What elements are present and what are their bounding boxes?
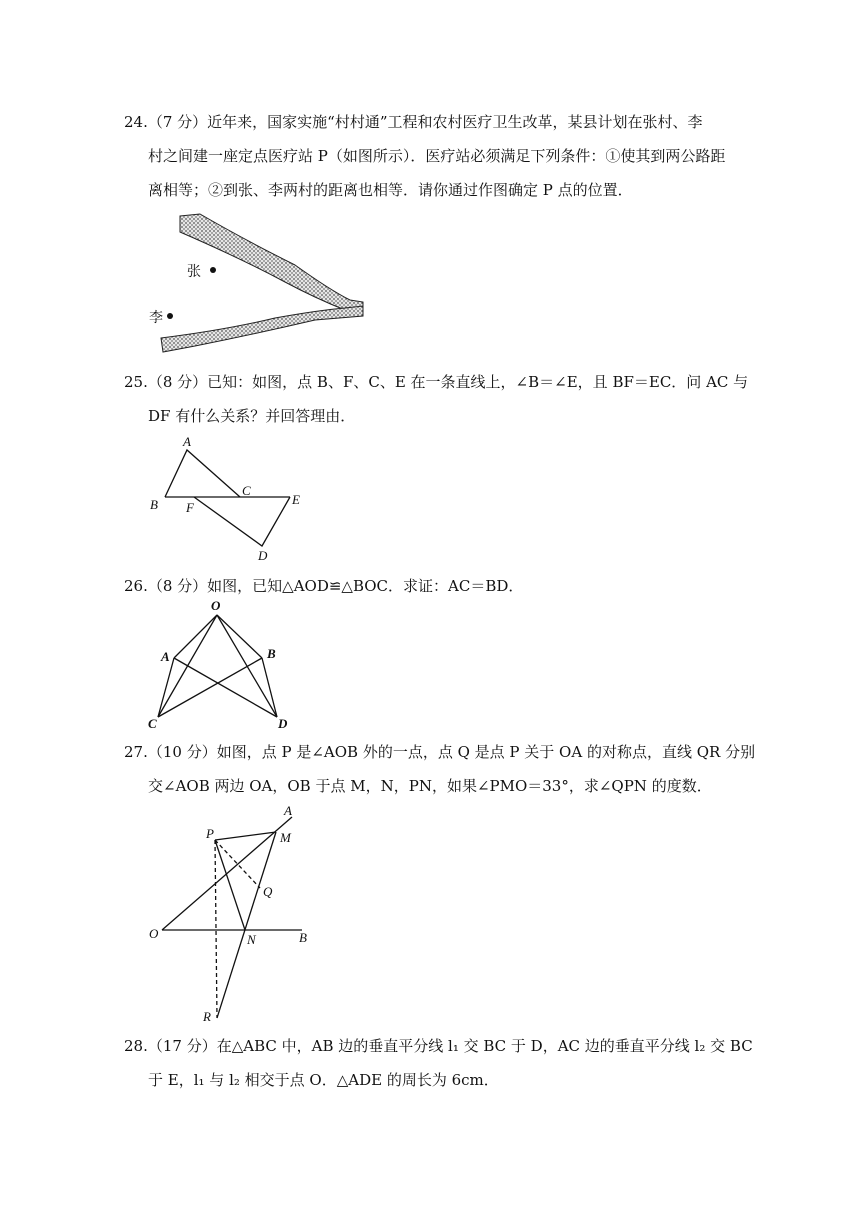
q24-text-line3: 离相等；②到张、李两村的距离也相等．请你通过作图确定 P 点的位置． xyxy=(148,181,633,199)
q25-label-E: E xyxy=(292,492,300,507)
q27-label-O: O xyxy=(149,926,159,941)
q25-label-C: C xyxy=(242,483,251,498)
li-village-label: 李 xyxy=(149,310,163,326)
q27-label-N: N xyxy=(247,932,256,947)
q25-text-line2: DF 有什么关系？并回答理由． xyxy=(148,407,356,425)
q27-label-A: A xyxy=(284,803,292,818)
q24-text-line2: 村之间建一座定点医疗站 P（如图所示）．医疗站必须满足下列条件：①使其到两公路距 xyxy=(148,147,726,165)
q27-label-P: P xyxy=(206,826,214,841)
q24-text-line1: 24.（7 分）近年来，国家实施“村村通”工程和农村医疗卫生改革，某县计划在张村、李 xyxy=(124,113,703,131)
q26-label-B: B xyxy=(267,646,276,661)
q27-text-line1: 27.（10 分）如图，点 P 是∠AOB 外的一点，点 Q 是点 P 关于 OA 的对称点，直线 QR 分别 xyxy=(124,743,756,761)
q25-label-F: F xyxy=(186,500,194,515)
q27-label-B: B xyxy=(299,930,307,945)
q27-label-M: M xyxy=(280,830,291,845)
q26-text-line1: 26.（8 分）如图，已知△AOD≌△BOC．求证：AC＝BD． xyxy=(124,577,524,595)
q27-label-Q: Q xyxy=(263,884,273,899)
q26-label-A: A xyxy=(161,649,170,664)
zhang-village-label: 张 xyxy=(187,264,201,280)
q26-label-D: D xyxy=(278,716,288,731)
q26-label-C: C xyxy=(148,716,157,731)
q27-label-R: R xyxy=(203,1009,211,1024)
q28-text-line1: 28.（17 分）在△ABC 中，AB 边的垂直平分线 l₁ 交 BC 于 D，AC 边的垂直平分线 l₂ 交 BC xyxy=(124,1037,753,1055)
q26-label-O: O xyxy=(211,598,221,613)
q27-text-line2: 交∠AOB 两边 OA，OB 于点 M，N，PN，如果∠PMO＝33°，求∠QPN 的度数． xyxy=(148,777,712,795)
q25-label-D: D xyxy=(258,548,268,563)
q28-text-line2: 于 E，l₁ 与 l₂ 相交于点 O．△ADE 的周长为 6cm． xyxy=(148,1071,499,1089)
q25-label-B: B xyxy=(150,497,158,512)
q25-text-line1: 25.（8 分）已知：如图，点 B、F、C、E 在一条直线上，∠B＝∠E，且 BF＝EC．问 AC 与 xyxy=(124,373,749,391)
q25-label-A: A xyxy=(183,434,191,449)
